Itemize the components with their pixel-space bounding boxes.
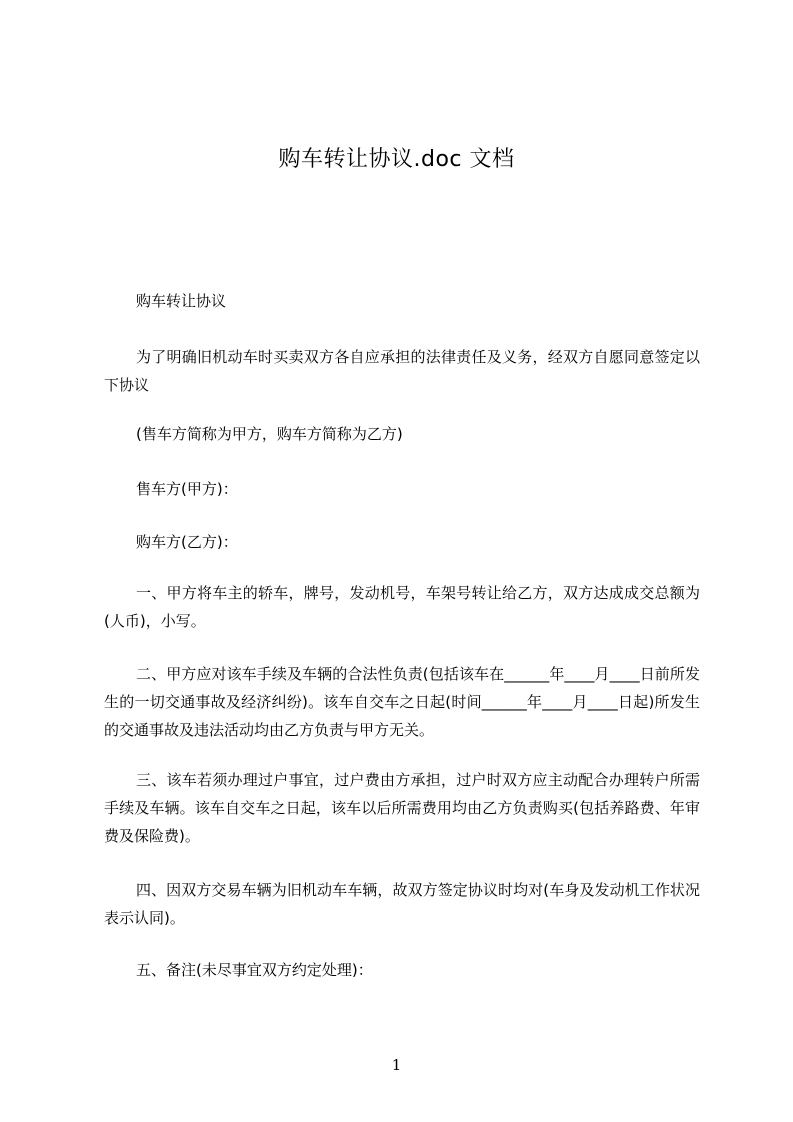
clause-2: 二、甲方应对该车手续及车辆的合法性负责(包括该车在______年____月____日前所发生的一切交通事故及经济纠纷)。该车自交车之日起(时间______年____月____日起)所发生的交通事故及违法活动均由乙方负责与甲方无关。 [104,665,700,739]
buyer-line: 购车方(乙方)： [136,533,238,551]
clause-5: 五、备注(未尽事宜双方约定处理)： [136,961,373,979]
clause-3: 三、该车若须办理过户事宜，过户费由方承担，过户时双方应主动配合办理转户所需手续及车辆。该车自交车之日起，该车以后所需费用均由乙方负责购买(包括养路费、年审费及保险费)。 [104,771,700,845]
clause-4: 四、因双方交易车辆为旧机动车车辆，故双方签定协议时均对(车身及发动机工作状况表示认同)。 [104,881,700,927]
document-title: 购车转让协议.doc 文档 [278,147,515,172]
page-number: 1 [391,1056,402,1074]
abbreviation-paragraph: (售车方简称为甲方，购车方简称为乙方) [136,425,403,443]
heading-paragraph: 购车转让协议 [136,292,227,310]
intro-paragraph: 为了明确旧机动车时买卖双方各自应承担的法律责任及义务，经双方自愿同意签定以下协议 [104,348,700,394]
seller-line: 售车方(甲方)： [136,480,238,498]
clause-1: 一、甲方将车主的轿车，牌号，发动机号，车架号转让给乙方，双方达成成交总额为(人币)，小写。 [104,584,700,630]
